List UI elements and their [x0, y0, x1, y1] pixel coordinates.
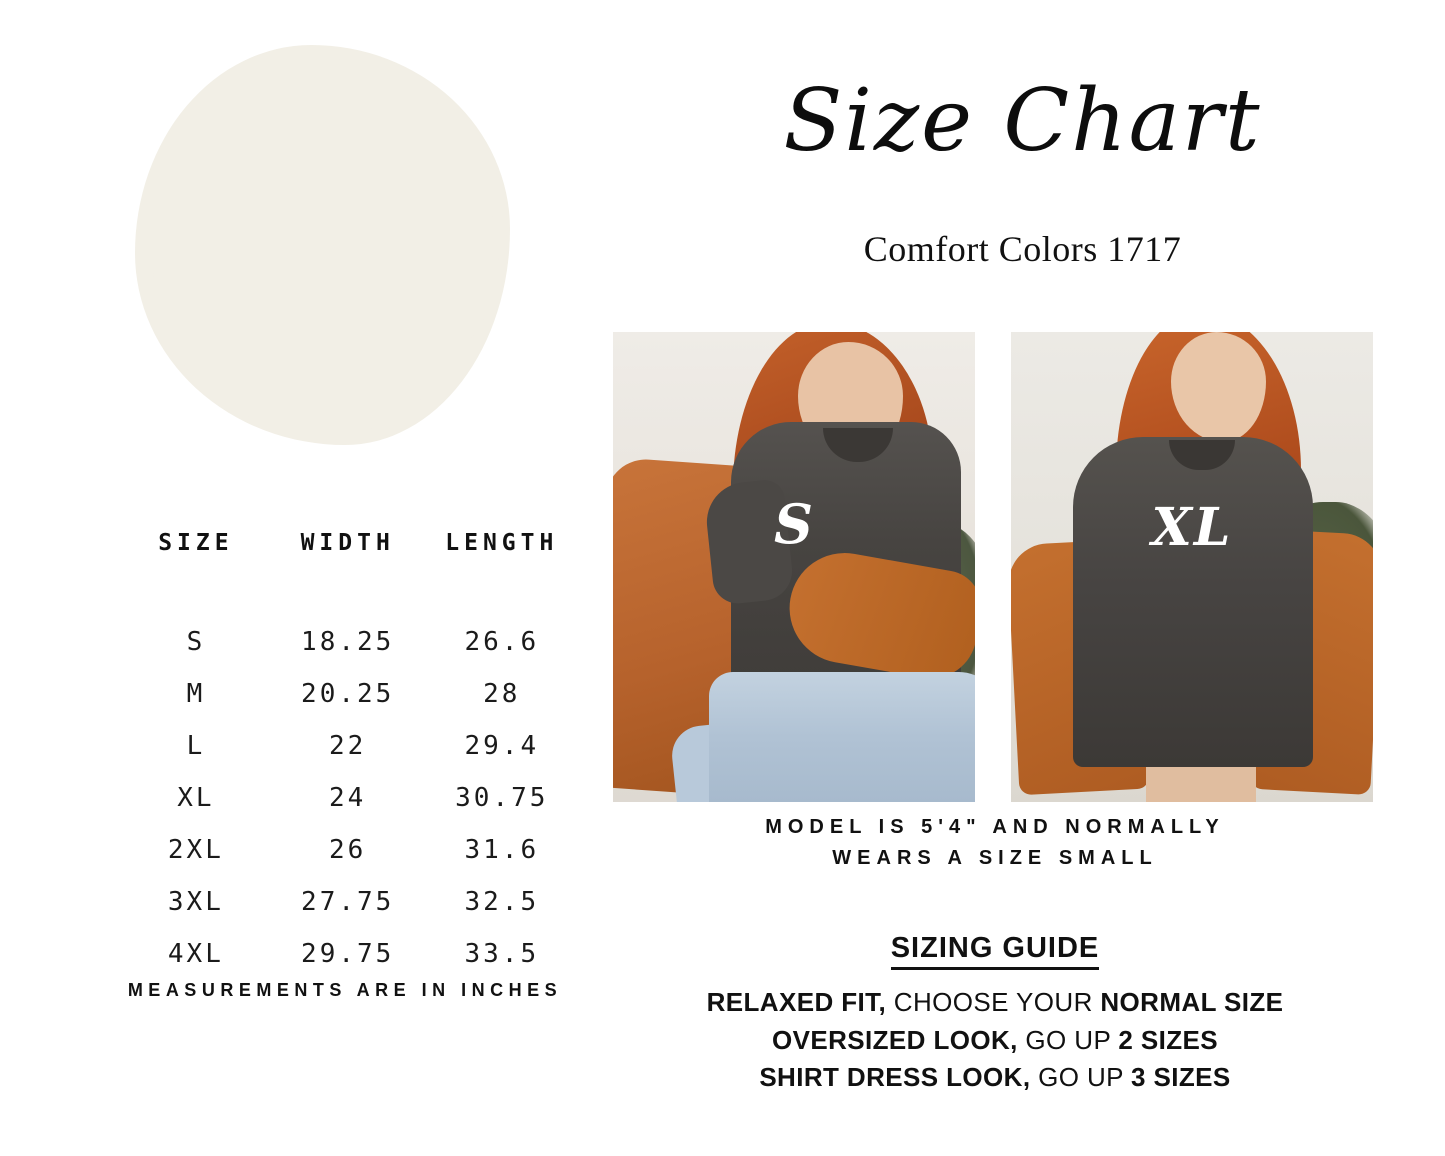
table-header: [120, 530, 580, 616]
table-row: [120, 876, 580, 928]
table-body: [120, 616, 580, 980]
left-column: [0, 0, 600, 1156]
table-row: [120, 616, 580, 668]
cell-width: 18.25: [301, 627, 395, 657]
column-header-width: WIDTH: [300, 530, 395, 556]
guide-line-strong-1: SHIRT DRESS LOOK,: [759, 1062, 1031, 1093]
size-chart-table: [120, 530, 580, 980]
decorative-blob-shape: [135, 45, 510, 445]
cell-size: 4XL: [167, 939, 224, 969]
column-header-size: SIZE: [158, 530, 234, 556]
sizing-guide-lines: [600, 984, 1390, 1097]
cell-size: 2XL: [167, 835, 224, 865]
model-photo-small: [613, 332, 975, 802]
sizing-guide-line: [600, 1022, 1390, 1060]
sizing-guide-title: [600, 932, 1390, 965]
guide-line-strong-1: OVERSIZED LOOK,: [771, 1024, 1018, 1055]
size-label-on-shirt: S: [774, 492, 814, 556]
model-note-line-1: MODEL IS 5'4" AND NORMALLY: [765, 816, 1225, 838]
guide-line-plain: GO UP: [1030, 1062, 1132, 1093]
page-title: Size Chart: [783, 71, 1262, 171]
cell-size: L: [186, 731, 206, 761]
column-header-length: LENGTH: [445, 530, 559, 556]
sizing-guide-title-text: SIZING GUIDE: [891, 932, 1100, 970]
cell-length: 26.6: [464, 627, 540, 657]
cell-size: M: [186, 679, 206, 709]
cell-length: 30.75: [455, 783, 549, 813]
right-column: [600, 0, 1445, 1156]
cell-length: 28: [483, 679, 521, 709]
guide-line-strong-1: RELAXED FIT,: [706, 987, 887, 1017]
cell-size: 3XL: [167, 887, 224, 917]
cell-width: 24: [329, 783, 367, 813]
jeans: [709, 672, 975, 802]
cell-width: 20.25: [301, 679, 395, 709]
cell-width: 22: [329, 731, 367, 761]
table-row: [120, 928, 580, 980]
cell-size: S: [186, 627, 206, 657]
guide-line-plain: CHOOSE YOUR: [886, 987, 1101, 1017]
cell-size: XL: [177, 783, 215, 813]
table-header-row: [120, 530, 580, 616]
size-table-container: [120, 530, 580, 980]
model-note-line-2: WEARS A SIZE SMALL: [832, 847, 1158, 869]
measurements-note: MEASUREMENTS ARE IN INCHES: [127, 980, 563, 1000]
photo-gallery: [613, 332, 1373, 802]
guide-line-plain: GO UP: [1017, 1024, 1119, 1055]
model-height-note: [600, 812, 1390, 874]
size-label-on-shirt: XL: [1151, 497, 1233, 558]
table-row: [120, 772, 580, 824]
cell-width: 27.75: [301, 887, 395, 917]
tshirt-body: [1073, 437, 1313, 767]
table-row: [120, 668, 580, 720]
model-photo-xl: [1011, 332, 1373, 802]
sizing-guide-line: [600, 1059, 1390, 1097]
cell-length: 29.4: [464, 731, 540, 761]
cell-width: 26: [329, 835, 367, 865]
guide-line-strong-2: 3 SIZES: [1131, 1062, 1231, 1093]
guide-line-strong-2: 2 SIZES: [1118, 1024, 1218, 1055]
table-row: [120, 720, 580, 772]
guide-line-strong-2: NORMAL SIZE: [1100, 987, 1284, 1017]
table-row: [120, 824, 580, 876]
cell-length: 32.5: [464, 887, 540, 917]
cell-width: 29.75: [301, 939, 395, 969]
sizing-guide-line: [600, 984, 1390, 1022]
cell-length: 31.6: [464, 835, 540, 865]
page-subtitle: Comfort Colors 1717: [863, 229, 1182, 269]
cell-length: 33.5: [464, 939, 540, 969]
